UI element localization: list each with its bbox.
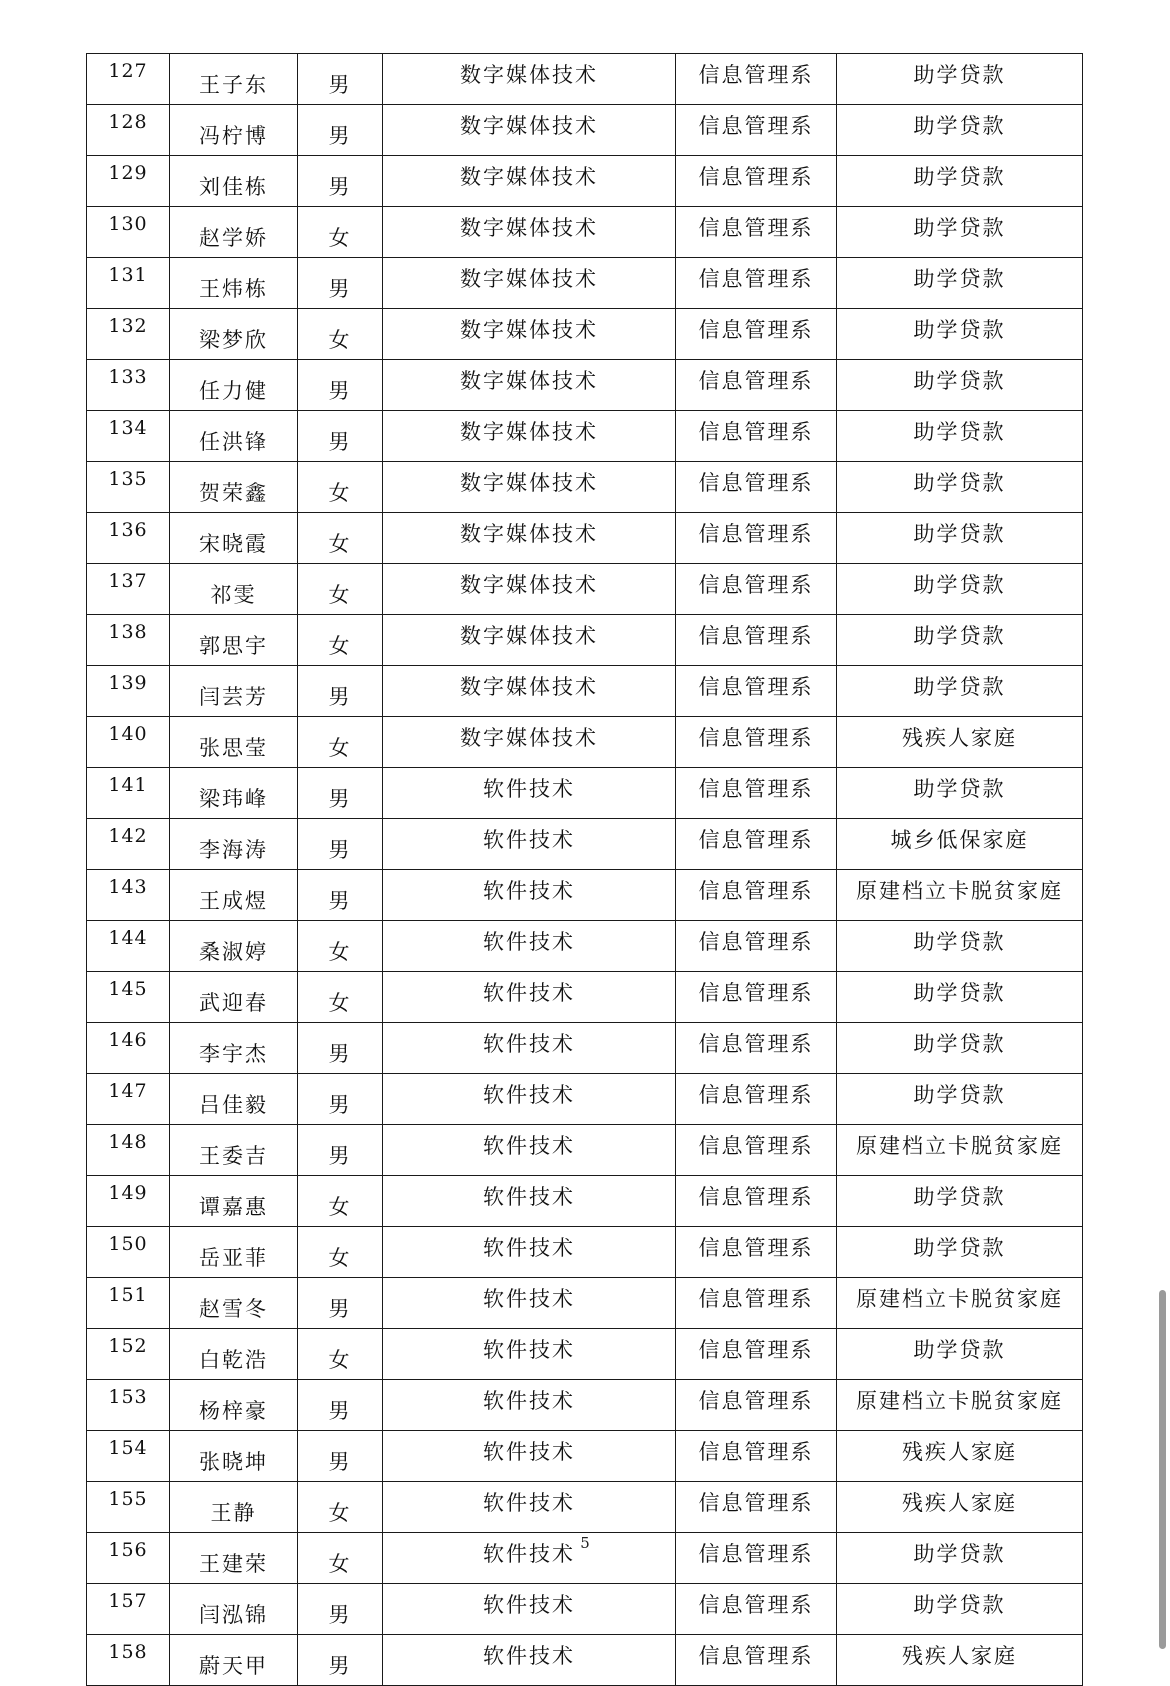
student-gender: 男 (298, 360, 383, 411)
aid-type: 助学贷款 (837, 462, 1083, 513)
student-gender: 女 (298, 462, 383, 513)
row-number: 134 (87, 411, 170, 462)
student-name: 张思莹 (170, 717, 298, 768)
student-department: 信息管理系 (676, 462, 837, 513)
student-major: 软件技术 (383, 1380, 676, 1431)
scrollbar-thumb[interactable] (1159, 1290, 1166, 1649)
page-number: 5 (580, 1534, 590, 1552)
student-name: 武迎春 (170, 972, 298, 1023)
aid-type: 原建档立卡脱贫家庭 (837, 1278, 1083, 1329)
row-number: 135 (87, 462, 170, 513)
table-row (87, 513, 1083, 564)
student-major: 数字媒体技术 (383, 105, 676, 156)
student-name: 贺荣鑫 (170, 462, 298, 513)
scrollbar[interactable] (1156, 0, 1170, 1649)
row-number: 133 (87, 360, 170, 411)
student-name: 岳亚菲 (170, 1227, 298, 1278)
student-major: 软件技术 (383, 1431, 676, 1482)
student-name: 祁雯 (170, 564, 298, 615)
student-name: 蔚天甲 (170, 1635, 298, 1686)
student-gender: 男 (298, 1380, 383, 1431)
student-gender: 男 (298, 105, 383, 156)
student-major: 数字媒体技术 (383, 513, 676, 564)
student-gender: 男 (298, 258, 383, 309)
row-number: 145 (87, 972, 170, 1023)
table-row (87, 717, 1083, 768)
table-row (87, 1482, 1083, 1533)
aid-type: 助学贷款 (837, 1584, 1083, 1635)
student-major: 数字媒体技术 (383, 156, 676, 207)
row-number: 155 (87, 1482, 170, 1533)
table-row (87, 666, 1083, 717)
table-row (87, 1176, 1083, 1227)
student-major: 数字媒体技术 (383, 360, 676, 411)
student-gender: 男 (298, 1023, 383, 1074)
student-name: 白乾浩 (170, 1329, 298, 1380)
student-major: 软件技术 (383, 1227, 676, 1278)
row-number: 148 (87, 1125, 170, 1176)
student-department: 信息管理系 (676, 1635, 837, 1686)
aid-type: 助学贷款 (837, 105, 1083, 156)
student-department: 信息管理系 (676, 564, 837, 615)
student-roster-table (86, 53, 1083, 1686)
table-row (87, 1125, 1083, 1176)
row-number: 143 (87, 870, 170, 921)
student-gender: 女 (298, 207, 383, 258)
student-name: 闫泓锦 (170, 1584, 298, 1635)
student-department: 信息管理系 (676, 921, 837, 972)
student-department: 信息管理系 (676, 1227, 837, 1278)
table-row (87, 768, 1083, 819)
row-number: 137 (87, 564, 170, 615)
table-row (87, 207, 1083, 258)
student-name: 王委吉 (170, 1125, 298, 1176)
row-number: 131 (87, 258, 170, 309)
student-major: 软件技术 (383, 1482, 676, 1533)
table-row (87, 1074, 1083, 1125)
student-department: 信息管理系 (676, 1329, 837, 1380)
row-number: 152 (87, 1329, 170, 1380)
student-gender: 男 (298, 1125, 383, 1176)
student-gender: 女 (298, 309, 383, 360)
student-gender: 女 (298, 1227, 383, 1278)
student-name: 桑淑婷 (170, 921, 298, 972)
student-department: 信息管理系 (676, 105, 837, 156)
student-gender: 女 (298, 717, 383, 768)
student-major: 软件技术 (383, 768, 676, 819)
table-row (87, 105, 1083, 156)
student-department: 信息管理系 (676, 411, 837, 462)
table-row (87, 1431, 1083, 1482)
row-number: 147 (87, 1074, 170, 1125)
table-row (87, 1329, 1083, 1380)
aid-type: 城乡低保家庭 (837, 819, 1083, 870)
student-name: 梁玮峰 (170, 768, 298, 819)
student-name: 张晓坤 (170, 1431, 298, 1482)
aid-type: 助学贷款 (837, 1176, 1083, 1227)
row-number: 140 (87, 717, 170, 768)
student-major: 数字媒体技术 (383, 309, 676, 360)
student-name: 刘佳栋 (170, 156, 298, 207)
student-gender: 女 (298, 972, 383, 1023)
student-major: 数字媒体技术 (383, 666, 676, 717)
student-major: 数字媒体技术 (383, 54, 676, 105)
aid-type: 助学贷款 (837, 1533, 1083, 1584)
table-row (87, 1023, 1083, 1074)
row-number: 136 (87, 513, 170, 564)
student-department: 信息管理系 (676, 156, 837, 207)
student-gender: 女 (298, 1329, 383, 1380)
student-name: 梁梦欣 (170, 309, 298, 360)
student-major: 数字媒体技术 (383, 615, 676, 666)
table-row (87, 564, 1083, 615)
table-row (87, 1278, 1083, 1329)
aid-type: 原建档立卡脱贫家庭 (837, 870, 1083, 921)
aid-type: 残疾人家庭 (837, 1635, 1083, 1686)
row-number: 138 (87, 615, 170, 666)
student-gender: 男 (298, 54, 383, 105)
student-gender: 女 (298, 513, 383, 564)
student-department: 信息管理系 (676, 1584, 837, 1635)
student-department: 信息管理系 (676, 768, 837, 819)
table-row (87, 411, 1083, 462)
student-name: 任力健 (170, 360, 298, 411)
row-number: 151 (87, 1278, 170, 1329)
row-number: 141 (87, 768, 170, 819)
row-number: 158 (87, 1635, 170, 1686)
table-row (87, 615, 1083, 666)
row-number: 139 (87, 666, 170, 717)
student-major: 数字媒体技术 (383, 411, 676, 462)
student-gender: 男 (298, 411, 383, 462)
aid-type: 助学贷款 (837, 768, 1083, 819)
student-major: 软件技术 (383, 921, 676, 972)
row-number: 150 (87, 1227, 170, 1278)
aid-type: 助学贷款 (837, 156, 1083, 207)
student-name: 谭嘉惠 (170, 1176, 298, 1227)
student-department: 信息管理系 (676, 1125, 837, 1176)
table-row (87, 156, 1083, 207)
student-name: 李宇杰 (170, 1023, 298, 1074)
student-name: 杨梓豪 (170, 1380, 298, 1431)
student-department: 信息管理系 (676, 1074, 837, 1125)
student-name: 王成煜 (170, 870, 298, 921)
student-gender: 女 (298, 615, 383, 666)
aid-type: 助学贷款 (837, 360, 1083, 411)
student-department: 信息管理系 (676, 615, 837, 666)
student-major: 数字媒体技术 (383, 258, 676, 309)
table-row (87, 309, 1083, 360)
aid-type: 助学贷款 (837, 972, 1083, 1023)
student-name: 吕佳毅 (170, 1074, 298, 1125)
student-major: 软件技术 (383, 1125, 676, 1176)
student-department: 信息管理系 (676, 870, 837, 921)
student-department: 信息管理系 (676, 1278, 837, 1329)
aid-type: 助学贷款 (837, 564, 1083, 615)
student-department: 信息管理系 (676, 54, 837, 105)
row-number: 153 (87, 1380, 170, 1431)
student-name: 王建荣 (170, 1533, 298, 1584)
aid-type: 助学贷款 (837, 921, 1083, 972)
student-department: 信息管理系 (676, 666, 837, 717)
student-major: 数字媒体技术 (383, 717, 676, 768)
student-major: 软件技术 (383, 1278, 676, 1329)
student-name: 闫芸芳 (170, 666, 298, 717)
student-gender: 男 (298, 666, 383, 717)
table-row (87, 360, 1083, 411)
row-number: 127 (87, 54, 170, 105)
student-major: 软件技术 (383, 1533, 676, 1584)
student-department: 信息管理系 (676, 1533, 837, 1584)
student-major: 软件技术 (383, 870, 676, 921)
table-row (87, 54, 1083, 105)
student-name: 宋晓霞 (170, 513, 298, 564)
aid-type: 助学贷款 (837, 1329, 1083, 1380)
student-name: 李海涛 (170, 819, 298, 870)
student-department: 信息管理系 (676, 1176, 837, 1227)
student-department: 信息管理系 (676, 309, 837, 360)
aid-type: 助学贷款 (837, 513, 1083, 564)
student-department: 信息管理系 (676, 717, 837, 768)
student-major: 数字媒体技术 (383, 462, 676, 513)
student-gender: 女 (298, 1176, 383, 1227)
student-department: 信息管理系 (676, 1023, 837, 1074)
aid-type: 助学贷款 (837, 1074, 1083, 1125)
student-department: 信息管理系 (676, 972, 837, 1023)
row-number: 130 (87, 207, 170, 258)
student-major: 软件技术 (383, 819, 676, 870)
student-gender: 男 (298, 1584, 383, 1635)
student-department: 信息管理系 (676, 360, 837, 411)
aid-type: 助学贷款 (837, 258, 1083, 309)
student-gender: 女 (298, 564, 383, 615)
student-gender: 男 (298, 1431, 383, 1482)
row-number: 157 (87, 1584, 170, 1635)
student-department: 信息管理系 (676, 1380, 837, 1431)
student-department: 信息管理系 (676, 1482, 837, 1533)
student-name: 郭思宇 (170, 615, 298, 666)
row-number: 129 (87, 156, 170, 207)
row-number: 156 (87, 1533, 170, 1584)
student-gender: 男 (298, 819, 383, 870)
row-number: 128 (87, 105, 170, 156)
student-major: 数字媒体技术 (383, 564, 676, 615)
student-department: 信息管理系 (676, 207, 837, 258)
aid-type: 助学贷款 (837, 666, 1083, 717)
student-department: 信息管理系 (676, 513, 837, 564)
student-name: 任洪锋 (170, 411, 298, 462)
table-row (87, 1380, 1083, 1431)
student-department: 信息管理系 (676, 258, 837, 309)
roster-body (87, 54, 1083, 1686)
student-major: 软件技术 (383, 1176, 676, 1227)
student-name: 赵雪冬 (170, 1278, 298, 1329)
student-gender: 男 (298, 1074, 383, 1125)
table-row (87, 921, 1083, 972)
aid-type: 残疾人家庭 (837, 1431, 1083, 1482)
table-row (87, 258, 1083, 309)
table-row (87, 819, 1083, 870)
student-name: 王炜栋 (170, 258, 298, 309)
aid-type: 助学贷款 (837, 411, 1083, 462)
student-department: 信息管理系 (676, 819, 837, 870)
row-number: 132 (87, 309, 170, 360)
student-name: 王子东 (170, 54, 298, 105)
student-department: 信息管理系 (676, 1431, 837, 1482)
table-row (87, 462, 1083, 513)
aid-type: 助学贷款 (837, 207, 1083, 258)
aid-type: 残疾人家庭 (837, 1482, 1083, 1533)
student-major: 软件技术 (383, 1635, 676, 1686)
student-major: 软件技术 (383, 972, 676, 1023)
student-major: 软件技术 (383, 1329, 676, 1380)
row-number: 154 (87, 1431, 170, 1482)
student-gender: 女 (298, 921, 383, 972)
aid-type: 助学贷款 (837, 1227, 1083, 1278)
student-major: 软件技术 (383, 1023, 676, 1074)
student-name: 赵学娇 (170, 207, 298, 258)
student-gender: 女 (298, 1533, 383, 1584)
aid-type: 助学贷款 (837, 1023, 1083, 1074)
student-major: 数字媒体技术 (383, 207, 676, 258)
table-row (87, 1227, 1083, 1278)
aid-type: 助学贷款 (837, 615, 1083, 666)
student-gender: 男 (298, 1635, 383, 1686)
table-row (87, 972, 1083, 1023)
student-major: 软件技术 (383, 1584, 676, 1635)
student-name: 冯柠博 (170, 105, 298, 156)
aid-type: 残疾人家庭 (837, 717, 1083, 768)
table-row (87, 1584, 1083, 1635)
student-gender: 男 (298, 870, 383, 921)
row-number: 142 (87, 819, 170, 870)
table-row (87, 870, 1083, 921)
aid-type: 助学贷款 (837, 309, 1083, 360)
student-name: 王静 (170, 1482, 298, 1533)
student-major: 软件技术 (383, 1074, 676, 1125)
student-gender: 男 (298, 156, 383, 207)
row-number: 144 (87, 921, 170, 972)
student-gender: 男 (298, 1278, 383, 1329)
row-number: 149 (87, 1176, 170, 1227)
aid-type: 原建档立卡脱贫家庭 (837, 1125, 1083, 1176)
student-gender: 女 (298, 1482, 383, 1533)
aid-type: 助学贷款 (837, 54, 1083, 105)
aid-type: 原建档立卡脱贫家庭 (837, 1380, 1083, 1431)
student-gender: 男 (298, 768, 383, 819)
table-row (87, 1635, 1083, 1686)
row-number: 146 (87, 1023, 170, 1074)
